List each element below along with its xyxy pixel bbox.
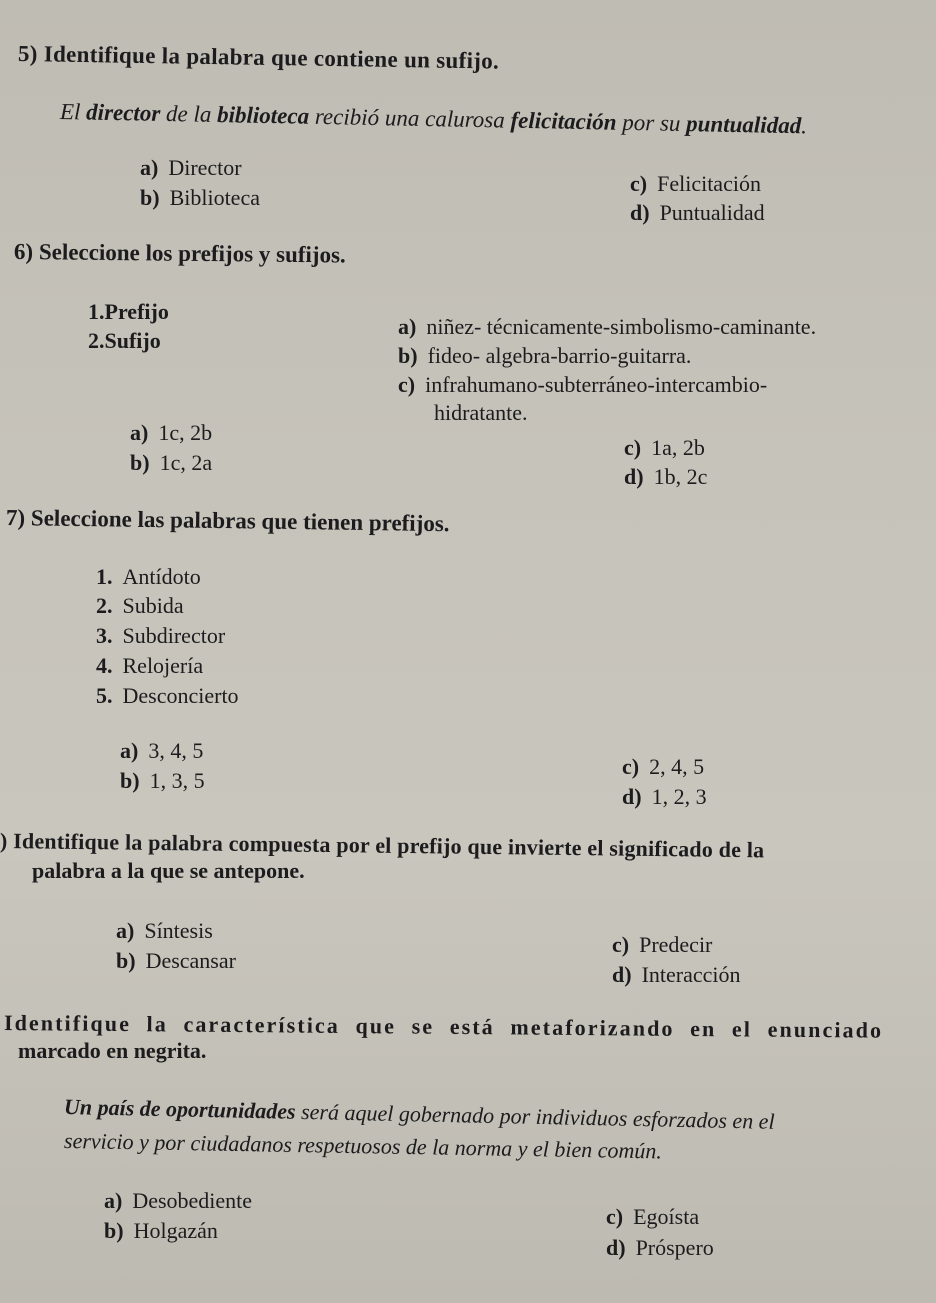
q6-option-b[interactable] <box>130 452 212 474</box>
option-text: 2, 4, 5 <box>649 754 705 779</box>
item-text: Subida <box>122 593 184 618</box>
option-letter: c) <box>612 932 630 957</box>
item-number: 2. <box>96 593 113 618</box>
option-letter: a) <box>120 738 139 763</box>
option-text: Biblioteca <box>169 185 260 210</box>
item-text: Desconcierto <box>122 683 239 708</box>
q5-option-b[interactable] <box>140 187 260 209</box>
q7-item-4 <box>96 655 203 677</box>
option-text: 1, 3, 5 <box>149 768 205 793</box>
option-text: Próspero <box>635 1235 714 1260</box>
q7-item-3 <box>96 625 225 647</box>
option-text: 1a, 2b <box>651 435 705 460</box>
q5-title: 5) Identifique la palabra que contiene un sufijo. <box>17 41 500 74</box>
option-letter: a) <box>140 155 159 180</box>
q6-item-2: 2.Sufijo <box>88 328 161 353</box>
q6-item-1: 1.Prefijo <box>88 299 169 324</box>
q5-option-c[interactable] <box>630 173 761 195</box>
option-letter: c) <box>622 754 640 779</box>
group-text: niñez- técnicamente-simbolismo-caminante. <box>426 314 817 339</box>
q5-sentence-text: . <box>800 113 808 139</box>
group-letter: b) <box>398 343 418 368</box>
option-letter: d) <box>606 1235 626 1260</box>
q7-item-1 <box>96 566 201 588</box>
q8-option-c[interactable] <box>612 934 712 956</box>
q9-option-c[interactable] <box>606 1206 699 1228</box>
q7-option-b[interactable] <box>120 770 205 792</box>
item-number: 4. <box>96 653 113 678</box>
q9-sentence-line1 <box>64 1096 775 1133</box>
q9-title-line1: Identifique la característica que se está metaforizando en el enunciado <box>3 1010 884 1043</box>
option-letter: d) <box>630 200 650 225</box>
option-text: Interacción <box>641 962 741 987</box>
item-number: 3. <box>96 623 113 648</box>
q5-sentence <box>60 100 807 137</box>
q7-option-a[interactable] <box>120 740 203 762</box>
item-number: 1. <box>96 564 113 589</box>
q6-group-c <box>398 374 767 396</box>
option-text: 1b, 2c <box>653 464 708 489</box>
item-text: Subdirector <box>122 623 226 648</box>
q6-title: 6) Seleccione los prefijos y sufijos. <box>13 239 346 268</box>
option-text: 1c, 2a <box>159 450 213 475</box>
option-letter: b) <box>130 450 150 475</box>
q7-option-c[interactable] <box>622 756 704 778</box>
item-number: 5. <box>96 683 113 708</box>
option-text: Puntualidad <box>659 200 765 225</box>
group-letter: a) <box>398 314 417 339</box>
q7-option-d[interactable] <box>622 786 707 808</box>
option-text: 3, 4, 5 <box>148 738 204 763</box>
q9-sentence-line2: servicio y por ciudadanos respetuosos de la norma y el bien común. <box>63 1128 663 1164</box>
option-letter: c) <box>624 435 642 460</box>
q9-option-d[interactable] <box>606 1237 714 1259</box>
option-letter: d) <box>622 784 642 809</box>
option-text: Desobediente <box>132 1188 253 1213</box>
q7-item-5 <box>96 685 239 707</box>
option-letter: b) <box>120 768 140 793</box>
option-text: Director <box>168 155 242 180</box>
q7-item-2 <box>96 595 184 617</box>
q9-metaphor: Un país de oportunidades <box>63 1094 296 1124</box>
q8-option-a[interactable] <box>116 920 213 942</box>
q9-title-line2: marcado en negrita. <box>18 1038 207 1063</box>
q5-sentence-text: El <box>59 99 87 125</box>
q6-group-a <box>398 316 816 338</box>
q7-title: 7) Seleccione las palabras que tienen prefijos. <box>5 505 450 537</box>
option-letter: c) <box>630 171 648 196</box>
q8-title-line2: palabra a la que se antepone. <box>32 858 305 883</box>
option-letter: b) <box>140 185 160 210</box>
group-letter: c) <box>398 372 416 397</box>
option-letter: c) <box>606 1204 624 1229</box>
option-text: Predecir <box>639 932 713 957</box>
option-letter: d) <box>624 464 644 489</box>
q8-option-d[interactable] <box>612 964 741 986</box>
option-letter: d) <box>612 962 632 987</box>
q9-sentence-rest: será aquel gobernado por individuos esforzados en el <box>295 1098 775 1134</box>
option-letter: a) <box>130 420 149 445</box>
q5-sentence-text: por su <box>616 109 687 137</box>
q8-title-line1: ) Identifique la palabra compuesta por el prefijo que invierte el significado de la <box>0 828 765 863</box>
option-letter: a) <box>116 918 135 943</box>
option-text: 1, 2, 3 <box>651 784 707 809</box>
q5-keyword: biblioteca <box>216 102 310 129</box>
option-text: 1c, 2b <box>158 420 213 445</box>
option-text: Síntesis <box>144 918 213 943</box>
item-text: Relojería <box>122 653 204 678</box>
option-text: Felicitación <box>657 171 761 196</box>
q5-sentence-text: de la <box>160 100 218 128</box>
q6-group-b <box>398 345 691 367</box>
q5-keyword: felicitación <box>510 107 617 135</box>
q6-option-d[interactable] <box>624 466 707 488</box>
q8-option-b[interactable] <box>116 950 236 972</box>
group-text: infrahumano-subterráneo-intercambio- <box>425 372 768 397</box>
group-text: fideo- algebra-barrio-guitarra. <box>427 343 692 368</box>
option-letter: b) <box>104 1218 124 1243</box>
q5-keyword: puntualidad <box>685 111 802 139</box>
option-letter: a) <box>104 1188 123 1213</box>
option-text: Descansar <box>145 948 236 973</box>
q5-sentence-text: recibió una calurosa <box>308 103 511 133</box>
q9-option-b[interactable] <box>104 1220 218 1242</box>
option-text: Egoísta <box>633 1204 700 1229</box>
q6-option-c[interactable] <box>624 437 705 459</box>
item-text: Antídoto <box>122 564 201 589</box>
q5-keyword: director <box>85 99 161 126</box>
option-text: Holgazán <box>133 1218 218 1243</box>
q6-option-a[interactable] <box>130 422 212 444</box>
q9-option-a[interactable] <box>104 1190 252 1212</box>
option-letter: b) <box>116 948 136 973</box>
q5-option-d[interactable] <box>630 202 765 224</box>
q5-option-a[interactable] <box>140 157 242 179</box>
q6-group-c-cont: hidratante. <box>434 400 528 425</box>
